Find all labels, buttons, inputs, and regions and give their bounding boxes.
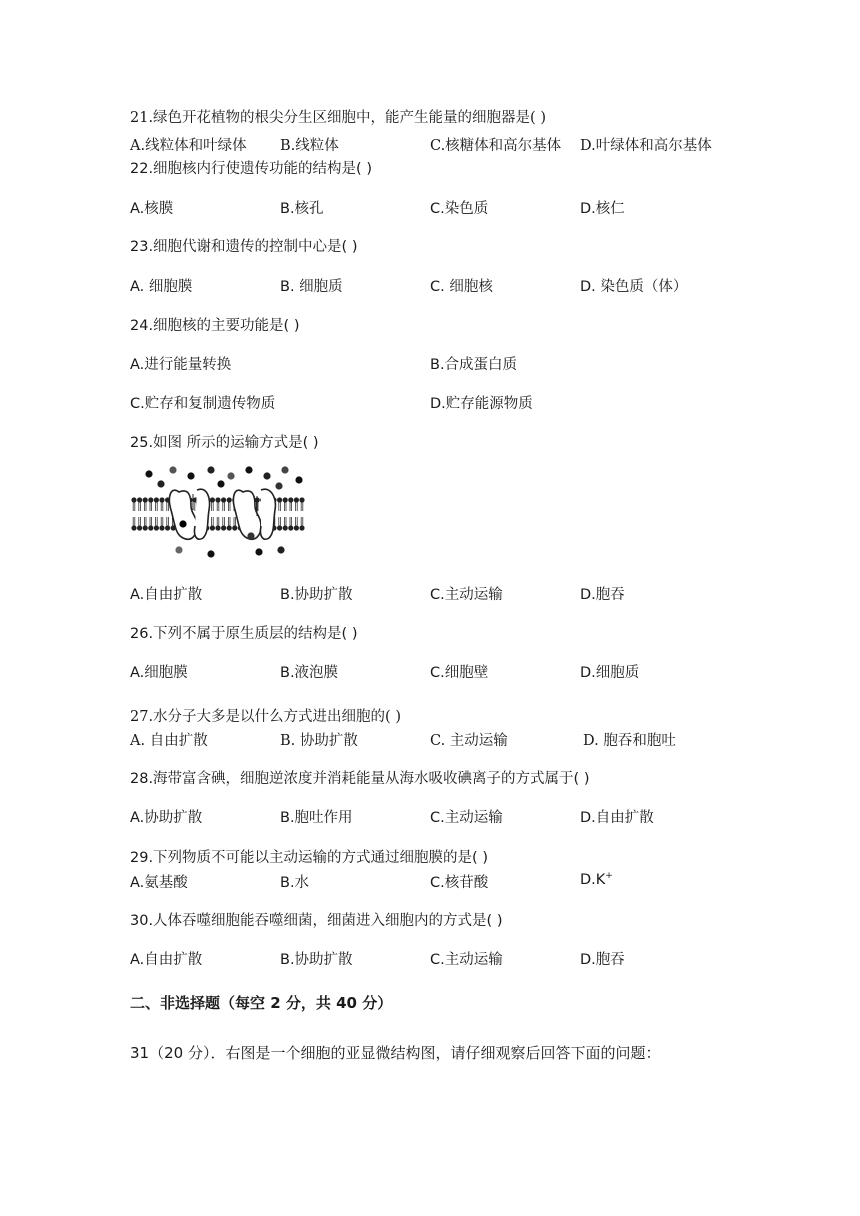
question-25: 25.如图 所示的运输方式是( ) [130, 435, 319, 451]
q21-option-c: C.核糖体和高尔基体 [430, 138, 562, 154]
solute-molecule [187, 472, 194, 479]
q28-option-a: A.协助扩散 [130, 810, 203, 826]
q27-option-d: D. 胞吞和胞吐 [583, 733, 676, 749]
q29-option-b: B.水 [280, 875, 310, 891]
solute-molecule [263, 472, 270, 479]
q25-option-b: B.协助扩散 [280, 587, 353, 603]
solute-molecule [157, 480, 164, 487]
solute-molecule [227, 472, 234, 479]
q24-option-d: D.贮存能源物质 [430, 396, 533, 412]
q27-option-b: B. 协助扩散 [280, 733, 358, 749]
q23-option-b: B. 细胞质 [280, 279, 343, 295]
question-24: 24.细胞核的主要功能是( ) [130, 318, 300, 334]
q24-option-b: B.合成蛋白质 [430, 357, 518, 373]
section-2-heading: 二、非选择题（每空 2 分，共 40 分） [130, 994, 393, 1012]
q21-option-a: A.线粒体和叶绿体 [130, 138, 247, 154]
q29-option-c: C.核苷酸 [430, 875, 489, 891]
q24-option-a: A.进行能量转换 [130, 357, 232, 373]
solute-molecule [207, 550, 214, 557]
solute-molecule [175, 546, 182, 553]
solute-molecule [169, 466, 176, 473]
q30-option-a: A.自由扩散 [130, 952, 203, 968]
q26-option-d: D.细胞质 [580, 665, 640, 681]
q30-option-d: D.胞吞 [580, 952, 625, 968]
q22-option-a: A.核膜 [130, 201, 174, 217]
q24-option-c: C.贮存和复制遗传物质 [130, 396, 276, 412]
q27-option-c: C. 主动运输 [430, 733, 508, 749]
q30-option-c: C.主动运输 [430, 952, 503, 968]
q23-option-c: C. 细胞核 [430, 279, 493, 295]
q30-option-b: B.协助扩散 [280, 952, 353, 968]
q28-option-b: B.胞吐作用 [280, 810, 353, 826]
q28-option-d: D.自由扩散 [580, 810, 654, 826]
solute-molecule [295, 476, 302, 483]
question-22: 22.细胞核内行使遗传功能的结构是( ) [130, 161, 372, 177]
q29-option-d-label: D.K [580, 871, 606, 888]
carrier-protein-right-2 [260, 489, 275, 539]
q29-option-d [580, 871, 613, 888]
q22-option-c: C.染色质 [430, 201, 489, 217]
solute-molecule [277, 546, 284, 553]
question-30: 30.人体吞噬细胞能吞噬细菌，细菌进入细胞内的方式是( ) [130, 913, 503, 929]
phospholipid-bilayer [131, 497, 304, 530]
solute-molecule [179, 520, 186, 527]
q25-option-a: A.自由扩散 [130, 587, 203, 603]
question-29: 29.下列物质不可能以主动运输的方式通过细胞膜的是( ) [130, 850, 488, 866]
q23-option-d: D. 染色质（体） [580, 279, 688, 295]
solute-molecule [281, 466, 288, 473]
solute-molecule [247, 532, 254, 539]
q21-option-b: B.线粒体 [280, 138, 339, 154]
solute-molecule [275, 482, 282, 489]
q29-option-a: A.氨基酸 [130, 875, 188, 891]
carrier-protein-left-2 [194, 489, 209, 539]
solute-molecule [145, 470, 152, 477]
q26-option-c: C.细胞壁 [430, 665, 489, 681]
question-23: 23.细胞代谢和遗传的控制中心是( ) [130, 239, 358, 255]
question-27: 27.水分子大多是以什么方式进出细胞的( ) [130, 709, 401, 725]
q27-option-a: A. 自由扩散 [130, 733, 208, 749]
solute-molecule [207, 466, 214, 473]
question-26: 26.下列不属于原生质层的结构是( ) [130, 626, 358, 642]
q23-option-a: A. 细胞膜 [130, 279, 193, 295]
solute-molecules [145, 466, 302, 557]
solute-molecule [217, 480, 224, 487]
q26-option-b: B.液泡膜 [280, 665, 339, 681]
question-21: 21.绿色开花植物的根尖分生区细胞中，能产生能量的细胞器是( ) [130, 110, 546, 126]
q21-option-d: D.叶绿体和高尔基体 [580, 138, 712, 154]
question-28: 28.海带富含碘，细胞逆浓度并消耗能量从海水吸收碘离子的方式属于( ) [130, 771, 590, 787]
membrane-transport-figure [131, 466, 307, 562]
q22-option-d: D.核仁 [580, 201, 625, 217]
q29-superscript: + [605, 871, 613, 881]
q22-option-b: B.核孔 [280, 201, 324, 217]
question-31: 31（20 分）．右图是一个细胞的亚显微结构图，请仔细观察后回答下面的问题： [130, 1044, 661, 1062]
solute-molecule [245, 466, 252, 473]
q26-option-a: A.细胞膜 [130, 665, 188, 681]
solute-molecule [255, 548, 262, 555]
q25-option-c: C.主动运输 [430, 587, 503, 603]
q28-option-c: C.主动运输 [430, 810, 503, 826]
q25-option-d: D.胞吞 [580, 587, 625, 603]
